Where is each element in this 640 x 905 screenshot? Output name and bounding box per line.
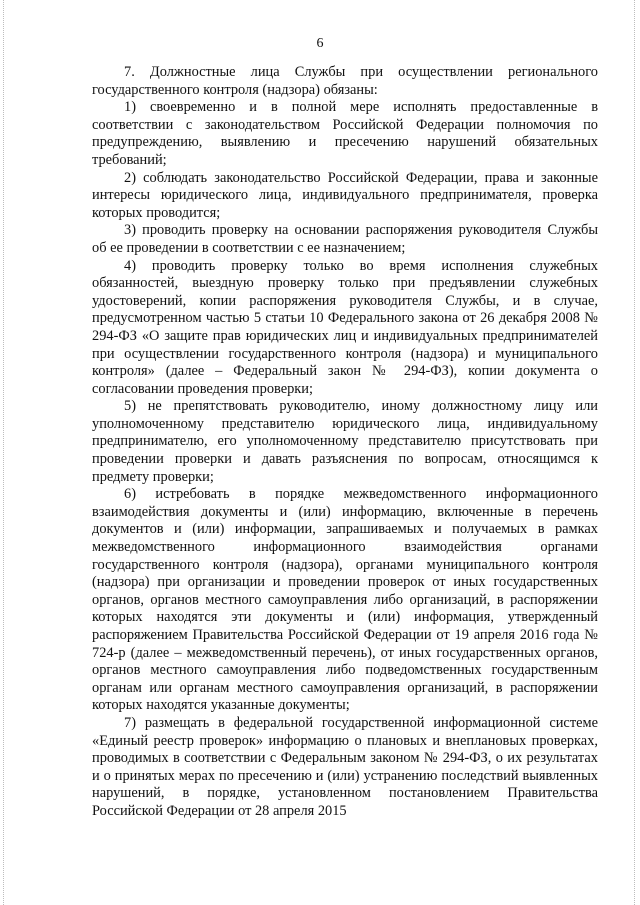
paragraph-intro: 7. Должностные лица Службы при осуществлении регионального государственного контроля (надзора) обязаны: [92,64,598,98]
paragraph-item-7: 7) размещать в федеральной государственной информационной системе «Единый реестр проверок» информацию о плановых и внеплановых проверках, проводимых в соответствии с Федеральным законом № 294-ФЗ, о их результатах и о принятых мерах по пресечению и (или) устранению последствий выявленных нарушений, в порядке, установленном постановлением Правительства Российской Федерации от 28 апреля 2015 [92,714,598,819]
paragraph-item-1: 1) своевременно и в полной мере исполнять предоставленные в соответствии с законодательством Российской Федерации полномочия по предупреждению, выявлению и пресечению нарушений обязательных требований; [92,99,598,168]
paragraph-item-4: 4) проводить проверку только во время исполнения служебных обязанностей, выездную проверку только при предъявлении служебных удостоверений, копии распоряжения руководителя Службы, и в случае, предусмотренном частью 5 статьи 10 Федерального закона от 26 декабря 2008 № 294-ФЗ «О защите прав юридических лиц и индивидуальных предпринимателей при осуществлении государственного контроля (надзора) и муниципального контроля» (далее – Федеральный закон № 294-ФЗ), копии документа о согласовании проведения проверки; [92,257,598,397]
paragraph-item-2: 2) соблюдать законодательство Российской Федерации, права и законные интересы юридического лица, индивидуального предпринимателя, проверка которых проводится; [92,169,598,221]
page-number: 6 [316,36,324,51]
paragraph-item-5: 5) не препятствовать руководителю, иному должностному лицу или уполномоченному представителю юридического лица, индивидуальному предпринимателю, его уполномоченному представителю присутствовать при проведении проверки и давать разъяснения по вопросам, относящимся к предмету проверки; [92,398,598,485]
scan-edge-left [3,0,5,905]
document-body [92,64,598,821]
scan-edge-right [634,0,636,905]
paragraph-item-3: 3) проводить проверку на основании распоряжения руководителя Службы об ее проведении в соответствии с ее назначением; [92,222,598,256]
paragraph-item-6: 6) истребовать в порядке межведомственного информационного взаимодействия документы и (или) информацию, включенные в перечень документов и (или) информации, запрашиваемых и получаемых в рамках межведомственного информационного взаимодействия органами государственного контроля (надзора), органами муниципального контроля (надзора) при организации и проведении проверок от иных государственных органов, органов местного самоуправления либо организаций, в распоряжении которых находятся эти документы и (или) информация, утвержденный распоряжением Правительства Российской Федерации от 19 апреля 2016 года № 724-р (далее – межведомственный перечень), от иных государственных органов, органов местного самоуправления либо подведомственных государственным органам или органам местного самоуправления организаций, в распоряжении которых находятся указанные документы; [92,486,598,714]
